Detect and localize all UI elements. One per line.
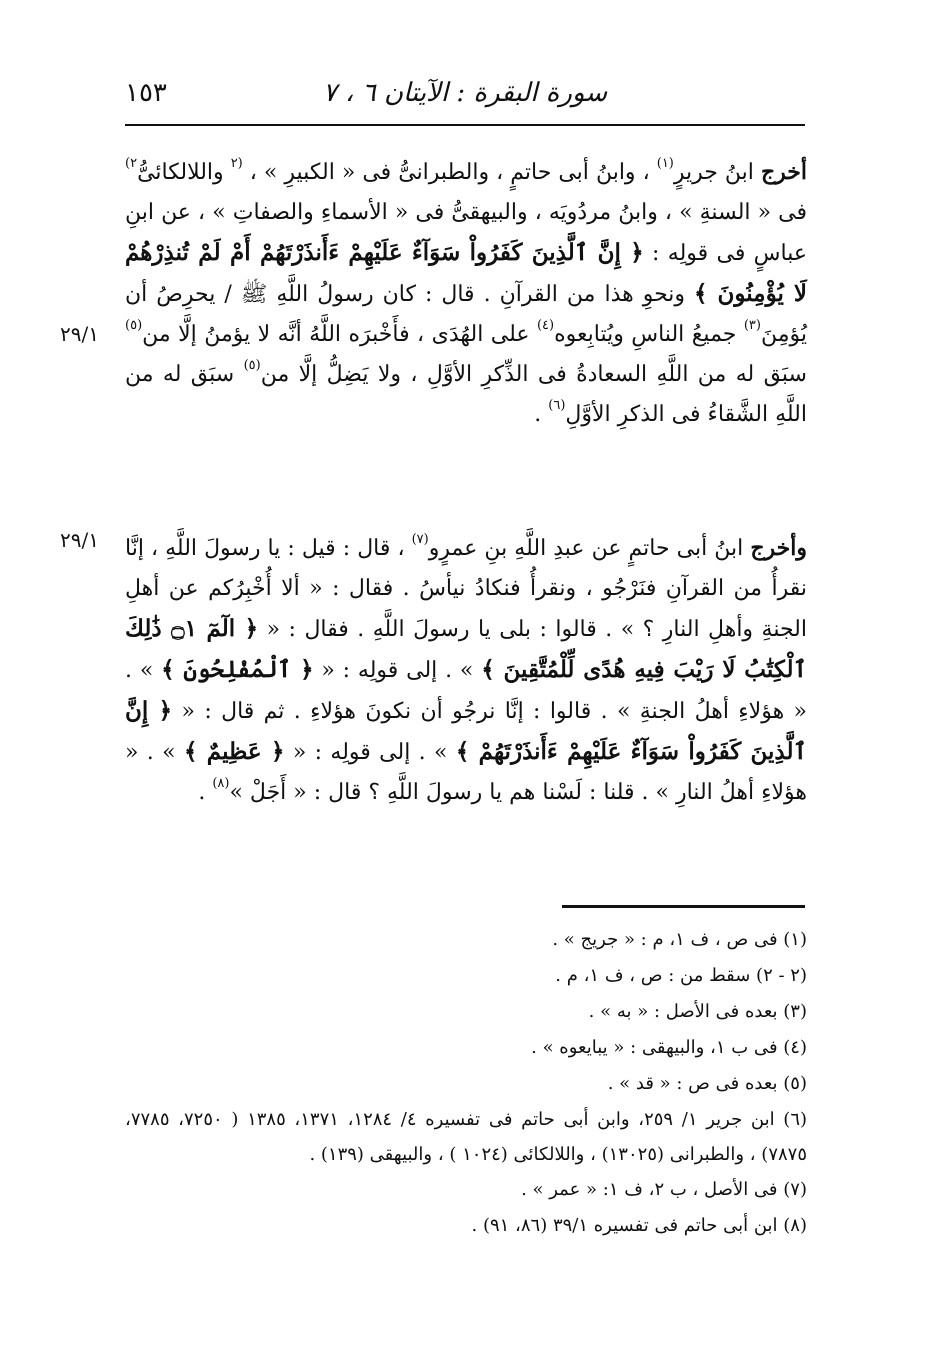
footnote: (٢ - ٢) سقط من : ص ، ف ١، م .: [555, 965, 807, 986]
footnote: (٨) ابن أبى حاتم فى تفسيره ٣٩/١ (٨٦، ٩١) .: [471, 1215, 807, 1236]
paragraph-1: أخرج ابنُ جريرٍ$^{(١)}$ ، وابنُ أبى حاتمٍ ، والطبرانىُّ فى « الكبيرِ » ، $^{(٢}$ واللالكائىُّ$^{٢)}$ فى « السنةِ » ، وابنُ مردُويَه ، والبيهقىُّ فى « الأسماءِ والصفاتِ » ، عن ابنِ عباسٍ فى قولِه : ﴿ إِنَّ ٱلَّذِينَ كَفَرُواْ سَوَآءٌ عَلَيْهِمْ ءَأَنذَرْتَهُمْ أَمْ لَمْ تُنذِرْهُمْ لَا يُؤْمِنُونَ ﴾ ونحوِ هذا من القرآنِ . قال : كان رسولُ اللَّهِ ﷺ / يحرِصُ أن يُؤمِنَ$^{(٣)}$ جميعُ الناسِ ويُتابِعوه$^{(٤)}$ على الهُدَى ، فأَخْبرَه اللَّهُ أنَّه لا يؤمنُ إلَّا من$^{(٥)}$ سبَق له من اللَّهِ السعادةُ فى الذِّكرِ الأوَّلِ ، ولا يَضِلُّ إلَّا من$^{(٥)}$ سبَق له من اللَّهِ الشَّقاءُ فى الذكرِ الأوَّلِ$^{(٦)}$ .: [125, 156, 808, 427]
footnote-marker: ٢): [125, 156, 138, 171]
footnote-marker: (٦): [548, 398, 566, 413]
footnote: (١) فى ص ، ف ١، م : « جريج » .: [552, 929, 807, 950]
page-number: ١٥٣: [125, 78, 167, 108]
footnotes: [125, 922, 807, 1244]
footnote-marker: (١): [656, 156, 674, 171]
footnote-marker: (٥): [125, 318, 143, 333]
quran-verse: ﴿ عَظِيمٌ ﴾: [183, 738, 285, 765]
footnote-marker: (٧): [411, 532, 429, 547]
paragraph-2: وأخرج ابنُ أبى حاتمٍ عن عبدِ اللَّهِ بنِ عمرٍو$^{(٧)}$ ، قال : قيل : يا رسولَ اللَّهِ ، إنَّا نقرأُ من القرآنِ فنَرْجُو ، ونقرأُ فنكادُ نيأسُ . فقال : « ألا أُخْبِرُكم عن أهلِ الجنةِ وأهلِ النارِ ؟ » . قالوا : بلى يا رسولَ اللَّهِ . فقال : « ﴿ الٓمٓ ۝١ ذَٰلِكَ ٱلْكِتَٰبُ لَا رَيْبَ فِيهِ هُدًى لِّلْمُتَّقِينَ ﴾ » . إلى قولِه : « ﴿ ٱلْمُفْلِحُونَ ﴾ » . « هؤلاءِ أهلُ الجنةِ » . قالوا : إنَّا نرجُو أن نكونَ هؤلاءِ . ثم قال : « ﴿ إِنَّ ٱلَّذِينَ كَفَرُواْ سَوَآءٌ عَلَيْهِمْ ءَأَنذَرْتَهُمْ ﴾ » . إلى قولِه : « ﴿ عَظِيمٌ ﴾ » . « هؤلاءِ أهلُ النارِ » . قلنا : لَسْنا هم يا رسولَ اللَّهِ ؟ قال : « أَجَلْ »$^{(٨)}$ .: [125, 532, 808, 805]
margin-reference: ٢٩/١: [60, 528, 99, 552]
header-rule: [125, 124, 805, 126]
quran-verse: ﴿ الٓمٓ ۝١ ذَٰلِكَ ٱلْكِتَٰبُ لَا رَيْبَ فِيهِ هُدًى لِّلْمُتَّقِينَ ﴾: [125, 615, 808, 683]
footnote-marker: (٢: [230, 156, 243, 171]
footnote: (٧) فى الأصل ، ب ٢، ف ١: « عمر » .: [521, 1179, 807, 1200]
page-header: [125, 78, 805, 118]
lead-word: أخرج: [760, 159, 807, 185]
lead-word: وأخرج: [750, 535, 807, 561]
quran-verse: ﴿ إِنَّ ٱلَّذِينَ كَفَرُواْ سَوَآءٌ عَلَيْهِمْ ءَأَنذَرْتَهُمْ ﴾: [125, 697, 807, 765]
footnote: (٥) بعده فى ص : « قد » .: [607, 1073, 807, 1094]
quran-verse: ﴿ إِنَّ ٱلَّذِينَ كَفَرُواْ سَوَآءٌ عَلَيْهِمْ ءَأَنذَرْتَهُمْ أَمْ لَمْ تُنذِرْهُمْ لَا يُؤْمِنُونَ ﴾: [125, 239, 807, 307]
footnote-separator: [562, 905, 805, 908]
footnote-marker: (٣): [743, 318, 761, 333]
footnote-marker: (٥): [243, 358, 261, 373]
running-title: سورة البقرة : الآيتان ٦ ، ٧: [322, 78, 608, 108]
footnote: (٤) فى ب ١، والبيهقى : « يبايعوه » .: [531, 1037, 807, 1058]
margin-reference: ٢٩/١: [60, 322, 99, 346]
footnote-marker: (٨): [212, 776, 230, 791]
quran-verse: ﴿ ٱلْمُفْلِحُونَ ﴾: [161, 656, 314, 683]
footnote: (٦) ابن جرير ١/ ٢٥٩، وابن أبى حاتم فى تفسيره ٤/ ١٢٨٤، ١٣٧١، ١٣٨٥ ( ٧٢٥٠، ٧٧٨٥، ٧٨٧٥) ، والطبرانى (١٣٠٢٥) ، واللالكائى (١٠٢٤ ) ، والبيهقى (١٣٩) .: [125, 1109, 808, 1165]
footnote-marker: (٤): [536, 318, 555, 333]
footnote: (٣) بعده فى الأصل : « به » .: [588, 1001, 807, 1022]
